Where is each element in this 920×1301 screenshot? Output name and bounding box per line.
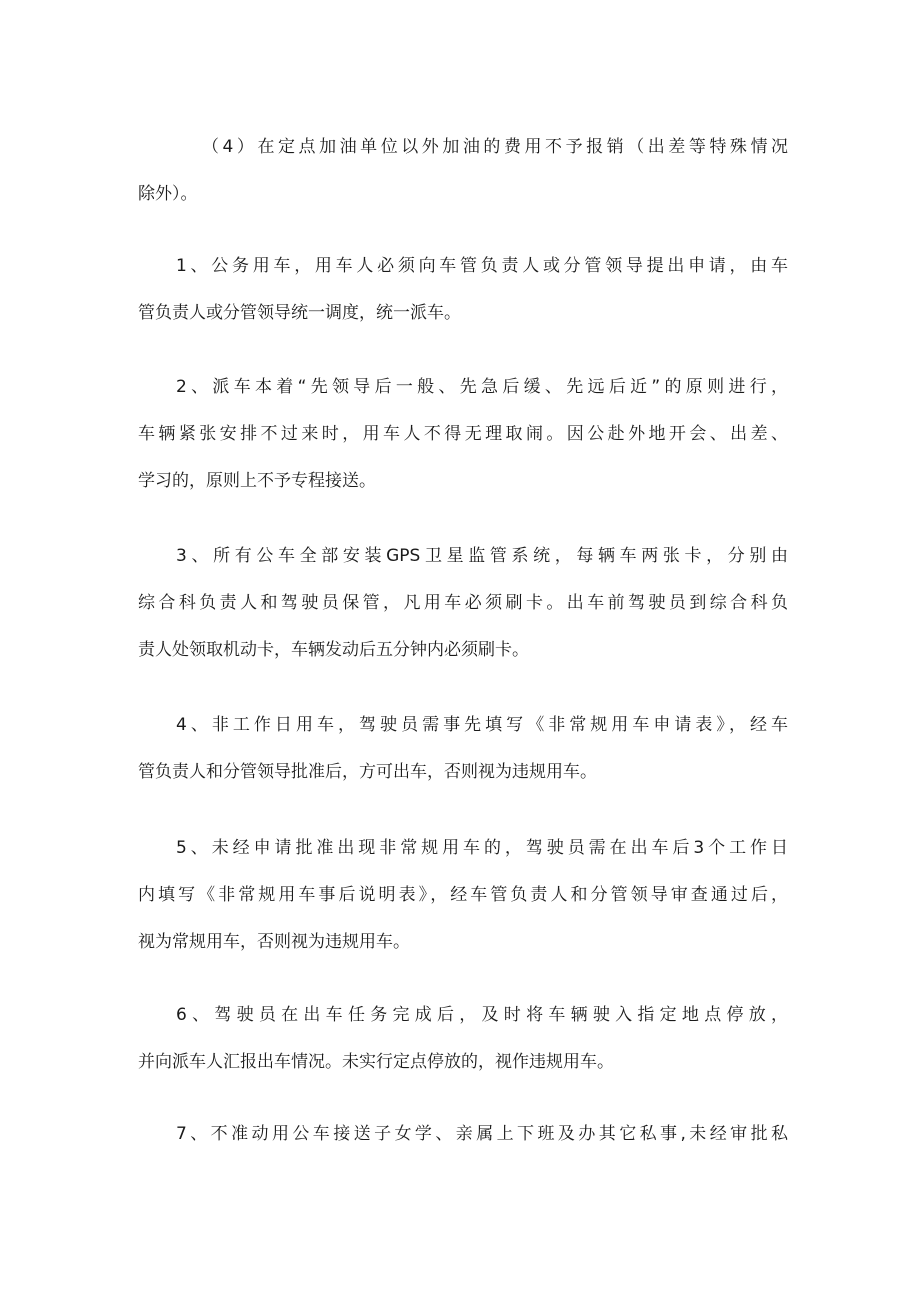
paragraph-line: 1、公务用车，用车人必须向车管负责人或分管领导提出申请，由车: [176, 256, 788, 276]
paragraph-line: 学习的，原则上不予专程接送。: [138, 471, 376, 491]
paragraph-line: 7、不准动用公车接送子女学、亲属上下班及办其它私事,未经审批私: [176, 1124, 788, 1144]
paragraph-line: 车辆紧张安排不过来时，用车人不得无理取闹。因公赴外地开会、出差、: [138, 424, 788, 444]
paragraph-line: 管负责人和分管领导批准后，方可出车，否则视为违规用车。: [138, 762, 597, 782]
paragraph-line: （4）在定点加油单位以外加油的费用不予报销（出差等特殊情况: [202, 137, 788, 157]
paragraph-fuel-reimbursement: [138, 124, 788, 218]
paragraph-rule-5: [138, 825, 788, 966]
paragraph-line: 4、非工作日用车，驾驶员需事先填写《非常规用车申请表》，经车: [176, 715, 788, 735]
paragraph-line: 除外）。: [138, 184, 198, 204]
paragraph-line: 综合科负责人和驾驶员保管，凡用车必须刷卡。出车前驾驶员到综合科负: [138, 593, 788, 613]
paragraph-rule-2: [138, 364, 788, 505]
paragraph-rule-7: [138, 1111, 788, 1158]
paragraph-line: 内填写《非常规用车事后说明表》，经车管负责人和分管领导审查通过后，: [138, 885, 788, 905]
paragraph-line: 6、驾驶员在出车任务完成后，及时将车辆驶入指定地点停放，: [176, 1005, 788, 1025]
paragraph-line: 管负责人或分管领导统一调度，统一派车。: [138, 303, 461, 323]
paragraph-line: 并向派车人汇报出车情况。未实行定点停放的，视作违规用车。: [138, 1052, 614, 1072]
paragraph-rule-1: [138, 243, 788, 337]
paragraph-rule-4: [138, 702, 788, 796]
paragraph-rule-3: [138, 533, 788, 674]
paragraph-line: 视为常规用车，否则视为违规用车。: [138, 932, 410, 952]
paragraph-rule-6: [138, 992, 788, 1086]
paragraph-line: 2、派车本着“先领导后一般、先急后缓、先远后近”的原则进行，: [176, 377, 788, 397]
paragraph-line: 5、未经申请批准出现非常规用车的，驾驶员需在出车后3个工作日: [176, 838, 788, 858]
paragraph-line: 责人处领取机动卡，车辆发动后五分钟内必须刷卡。: [138, 640, 529, 660]
paragraph-line: 3、所有公车全部安装GPS卫星监管系统，每辆车两张卡，分别由: [176, 546, 788, 566]
